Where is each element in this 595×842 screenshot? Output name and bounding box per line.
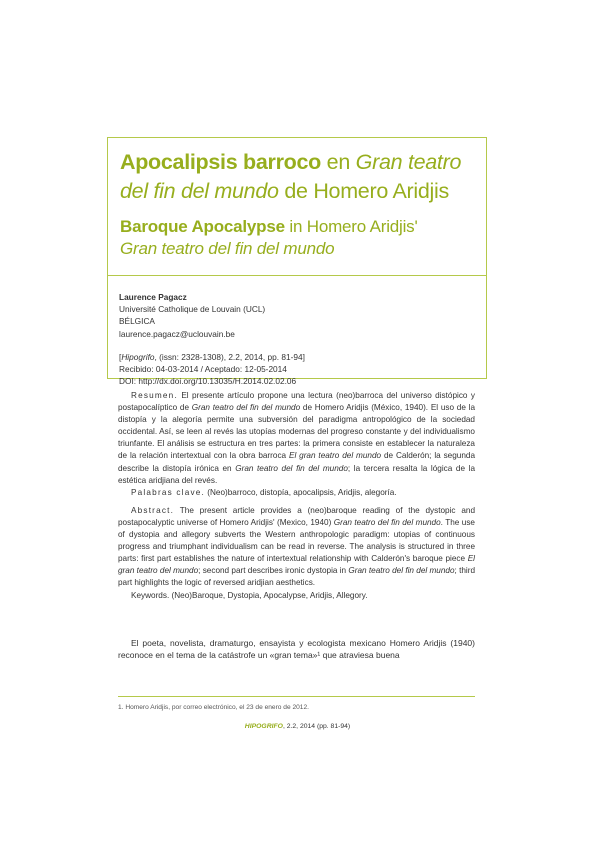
abstract-paragraph xyxy=(118,505,475,590)
title-en-italic: Gran teatro del fin del mundo xyxy=(120,239,335,258)
resumen-text-1: El presente artículo propone una lectura (neo)barroca del universo distópico y postapocalíptico de xyxy=(118,391,475,413)
keywords-list: (Neo)Baroque, Dystopia, Apocalypse, Aridjis, Allegory. xyxy=(169,590,368,600)
resumen-italic-1: Gran teatro del fin del mundo xyxy=(191,403,301,413)
article-title-es xyxy=(120,148,480,206)
abstract-text-4: ; third part highlights the logic of reversed aridjian aesthetics. xyxy=(118,566,476,588)
author-country: BÉLGICA xyxy=(119,316,155,327)
palabras-clave-label: Palabras clave. xyxy=(131,487,205,497)
received-accepted-dates: Recibido: 04-03-2014 / Aceptado: 12-05-2014 xyxy=(119,364,287,375)
abstract-label: Abstract. xyxy=(131,505,175,515)
resumen-italic-3: Gran teatro del fin del mundo xyxy=(235,463,348,473)
palabras-clave-list: (Neo)barroco, distopía, apocalipsis, Aridjis, alegoría. xyxy=(204,487,397,497)
abstract-text-1: The present article provides a (neo)baroque reading of the dystopic and postapocalyptic universe of Homero Aridjis' (Mexico, 1940) xyxy=(118,505,475,527)
resumen-label: Resumen. xyxy=(131,391,178,400)
footnote: 1. Homero Aridjis, por correo electrónico, el 23 de enero de 2012. xyxy=(118,704,309,711)
title-es-author: de Homero Aridjis xyxy=(278,179,449,203)
abstract-italic-3: Gran teatro del fin del mundo xyxy=(348,566,455,576)
title-box xyxy=(107,137,487,387)
resumen-text-2: de Homero Aridjis (México, 1940). El uso de la distopía y la alegoría permite una subversión del paradigma antropológico de la sociedad occidental. Así, se leen al revés las utopías modernas del progreso constante y del individualismo triunfante. El análisis se estructura en tres partes: la primera consiste en establecer la naturaleza de la relación intertextual con la obra barroca xyxy=(118,403,476,461)
body-text xyxy=(118,637,475,661)
footer-journal: HIPOGRIFO xyxy=(244,723,283,730)
resumen-text-3: de Calderón; la segunda describe la distopía irónica en xyxy=(118,451,475,473)
title-es-bold: Apocalipsis barroco xyxy=(120,150,321,174)
footer-issue: , 2.2, 2014 (pp. 81-94) xyxy=(282,723,351,730)
article-metadata xyxy=(119,291,479,387)
title-es-italic: Gran teatro del fin del mundo xyxy=(120,150,462,203)
title-box-divider xyxy=(108,275,486,276)
doi-link[interactable]: DOI: http://dx.doi.org/10.13035/H.2014.02.02.06 xyxy=(119,376,297,387)
abstract-italic-2: El gran teatro del mundo xyxy=(118,554,475,576)
citation-bracket: [ xyxy=(119,351,122,362)
abstract-text-2: . The use of dystopia and allegory subverts the Western anthropologic paradigm: utopias of continuous progress and triumphant individualism can be read in reverse. The analysis is structured in three parts: first part establishes the nature of intertextual relationship with Calderón's baroque piece xyxy=(118,517,475,564)
title-en-author: in Homero Aridjis' xyxy=(284,217,418,236)
footnote-divider xyxy=(118,696,475,697)
citation xyxy=(119,351,479,363)
palabras-clave xyxy=(118,487,475,499)
abstract-text-3: ; second part describes ironic dystopia in xyxy=(198,566,349,576)
author-name: Laurence Pagacz xyxy=(119,292,187,302)
title-es-connector: en xyxy=(321,150,356,174)
citation-journal: Hipogrifo xyxy=(121,351,155,362)
author-email[interactable]: laurence.pagacz@uclouvain.be xyxy=(119,328,235,339)
author-affiliation: Université Catholique de Louvain (UCL) xyxy=(119,304,266,315)
abstracts xyxy=(118,390,475,602)
article-title-en xyxy=(120,216,480,260)
resumen-text-4: ; la tercera resalta la lógica de la estética aridjiana del revés. xyxy=(118,463,475,485)
resumen-paragraph xyxy=(118,390,475,487)
resumen-italic-2: El gran teatro del mundo xyxy=(288,451,382,461)
abstract-italic-1: Gran teatro del fin del mundo xyxy=(333,517,441,527)
citation-details: , (issn: 2328-1308), 2.2, 2014, pp. 81-94] xyxy=(154,351,305,362)
keywords-label: Keywords. xyxy=(131,590,170,600)
page-footer xyxy=(0,723,595,730)
keywords xyxy=(118,590,475,602)
title-en-bold: Baroque Apocalypse xyxy=(120,217,285,236)
body-paragraph-1: El poeta, novelista, dramaturgo, ensayista y ecologista mexicano Homero Aridjis (1940) reconoce en el tema de la catástrofe un «gran tema»¹ que atraviesa buena xyxy=(118,638,475,661)
